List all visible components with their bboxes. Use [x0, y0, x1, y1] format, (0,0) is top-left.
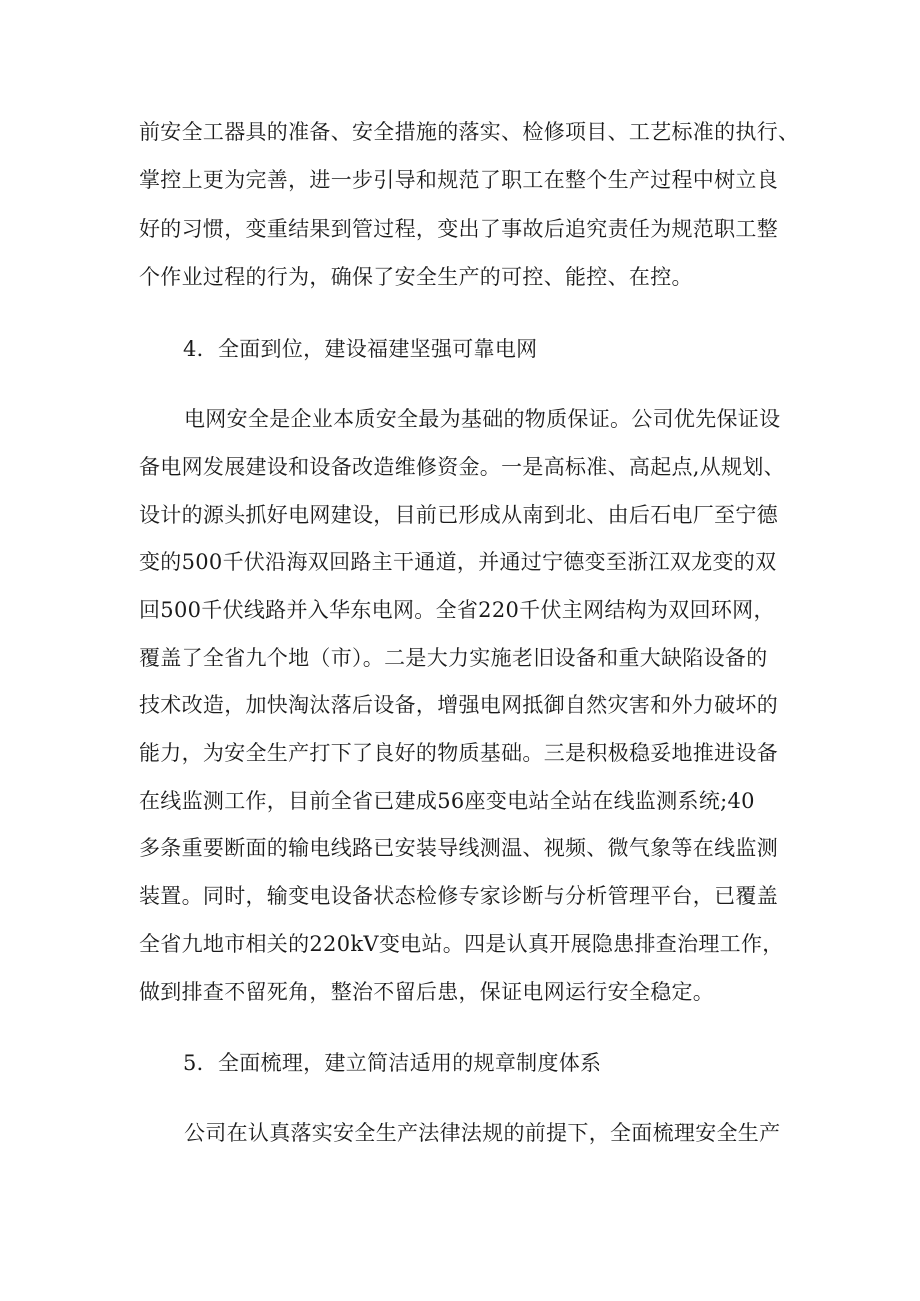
paragraph-1-line-2: 掌控上更为完善，进一步引导和规范了职工在整个生产过程中树立良 [139, 168, 778, 192]
paragraph-1-line-1: 前安全工器具的准备、安全措施的落实、检修项目、工艺标准的执行、 [139, 120, 800, 144]
paragraph-2-line-7: 技术改造，加快淘汰落后设备，增强电网抵御自然灾害和外力破坏的 [139, 693, 778, 717]
section-heading-5: 5．全面梳理，建立简洁适用的规章制度体系 [183, 1051, 602, 1075]
paragraph-1-line-4: 个作业过程的行为，确保了安全生产的可控、能控、在控。 [139, 265, 693, 289]
paragraph-2-line-5: 回500千伏线路并入华东电网。全省220千伏主网结构为双回环网， [139, 598, 775, 622]
paragraph-2-line-1: 电网安全是企业本质安全最为基础的物质保证。公司优先保证设 [184, 407, 781, 431]
paragraph-2-line-11: 装置。同时，输变电设备状态检修专家诊断与分析管理平台，已覆盖 [139, 884, 778, 908]
paragraph-2-line-3: 设计的源头抓好电网建设，目前已形成从南到北、由后石电厂至宁德 [139, 503, 778, 527]
paragraph-2-line-4: 变的500千伏沿海双回路主干通道，并通过宁德变至浙江双龙变的双 [139, 550, 777, 574]
paragraph-2-line-13: 做到排查不留死角，整治不留后患，保证电网运行安全稳定。 [139, 980, 715, 1004]
paragraph-2-line-10: 多条重要断面的输电线路已安装导线测温、视频、微气象等在线监测 [139, 836, 778, 860]
paragraph-2-line-9: 在线监测工作，目前全省已建成56座变电站全站在线监测系统;40 [139, 789, 755, 813]
paragraph-2-line-8: 能力，为安全生产打下了良好的物质基础。三是积极稳妥地推进设备 [139, 741, 778, 765]
paragraph-2-line-6: 覆盖了全省九个地（市）。二是大力实施老旧设备和重大缺陷设备的 [139, 646, 768, 670]
paragraph-2-line-2: 备电网发展建设和设备改造维修资金。一是高标准、高起点,从规划、 [139, 455, 785, 479]
paragraph-2-line-12: 全省九地市相关的220kV变电站。四是认真开展隐患排查治理工作， [139, 932, 784, 956]
section-heading-4: 4．全面到位，建设福建坚强可靠电网 [183, 337, 538, 361]
paragraph-1-line-3: 好的习惯，变重结果到管过程，变出了事故后追究责任为规范职工整 [139, 217, 778, 241]
paragraph-3-line-1: 公司在认真落实安全生产法律法规的前提下，全面梳理安全生产 [184, 1121, 781, 1145]
